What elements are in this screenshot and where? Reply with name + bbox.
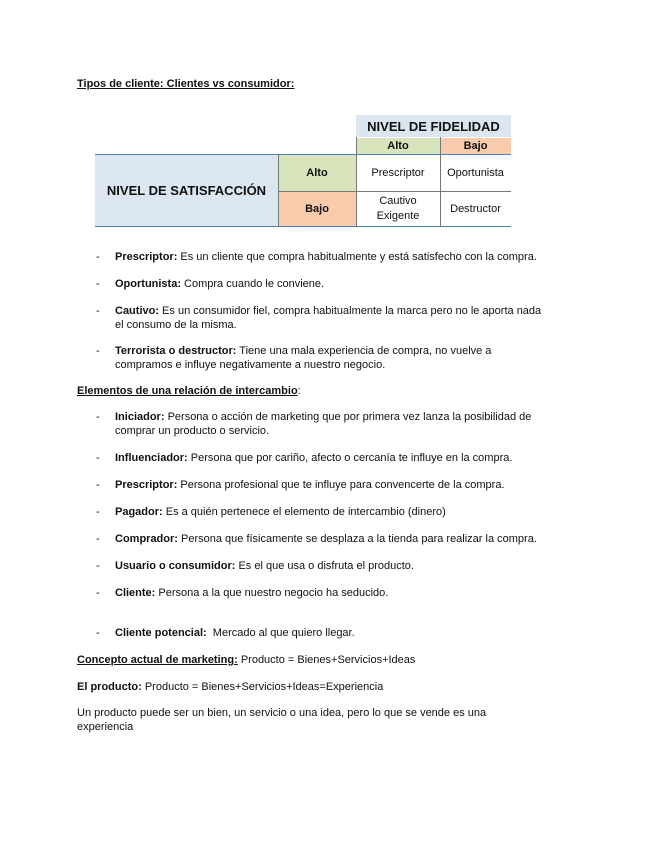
list-bullet: -: [96, 627, 100, 639]
list-bullet: -: [96, 411, 100, 423]
list-item: [115, 451, 585, 465]
matrix-rule: [440, 137, 441, 227]
list-item: [115, 344, 585, 372]
list-item: [115, 250, 585, 264]
term: Cliente potencial:: [115, 627, 207, 639]
list-item: [115, 410, 585, 438]
term: Cautivo:: [115, 305, 159, 317]
list-item: [115, 532, 585, 546]
definition-cont: compramos e influye negativamente a nuestro negocio.: [115, 359, 386, 371]
list-bullet: -: [96, 587, 100, 599]
definition: Compra cuando le conviene.: [181, 278, 325, 290]
matrix-rule: [278, 191, 511, 192]
list-item: [115, 559, 585, 573]
term: Terrorista o destructor:: [115, 345, 237, 357]
term: Iniciador:: [115, 411, 165, 423]
cell-destructor: Destructor: [450, 203, 501, 215]
fidelity-high-label: Alto: [356, 137, 440, 154]
closing-line-1: Un producto puede ser un bien, un servicio o una idea, pero lo que se vende es una: [77, 707, 487, 719]
list-bullet: -: [96, 533, 100, 545]
marketing-concept-label: Concepto actual de marketing:: [77, 654, 238, 666]
definition: Mercado al que quiero llegar.: [206, 627, 355, 639]
term: Prescriptor:: [115, 251, 178, 263]
definition: Es un cliente que compra habitualmente y está satisfecho con la compra.: [177, 251, 537, 263]
marketing-concept: [77, 653, 415, 667]
product-label: El producto:: [77, 681, 142, 693]
section-title: Tipos de cliente: Clientes vs consumidor:: [77, 78, 295, 90]
term: Pagador:: [115, 506, 163, 518]
term: Oportunista:: [115, 278, 181, 290]
term: Usuario o consumidor:: [115, 560, 236, 572]
definition-cont: el consumo de la misma.: [115, 319, 237, 331]
product-text: Producto = Bienes+Servicios+Ideas=Experiencia: [141, 681, 384, 693]
marketing-concept-text: Producto = Bienes+Servicios+Ideas: [237, 654, 416, 666]
matrix-rule: [356, 137, 357, 227]
product-definition: [77, 680, 383, 694]
list-item: [115, 304, 585, 332]
satisfaction-high-label: Alto: [278, 154, 356, 191]
closing-line-2: experiencia: [77, 721, 134, 733]
definition: Persona profesional que te influye para convencerte de la compra.: [177, 479, 505, 491]
satisfaction-low-label: Bajo: [278, 191, 356, 227]
definition: Persona o acción de marketing que por primera vez lanza la posibilidad de: [164, 411, 532, 423]
list-item: [115, 586, 585, 600]
list-bullet: -: [96, 278, 100, 290]
term: Influenciador:: [115, 452, 188, 464]
definition: Tiene una mala experiencia de compra, no vuelve a: [236, 345, 492, 357]
satisfaction-header: NIVEL DE SATISFACCIÓN: [95, 154, 278, 227]
exchange-heading-text: Elementos de una relación de intercambio: [77, 385, 298, 397]
list-item: [115, 505, 585, 519]
cell-cautivo-exigente: [356, 191, 440, 227]
definition: Persona que por cariño, afecto o cercanía te influye en la compra.: [187, 452, 513, 464]
fidelity-header: NIVEL DE FIDELIDAD: [356, 115, 511, 137]
definition-cont: comprar un producto o servicio.: [115, 425, 270, 437]
cell-cautivo-line1: Cautivo: [379, 195, 417, 207]
list-bullet: -: [96, 345, 100, 357]
definition: Es a quién pertenece el elemento de intercambio (dinero): [162, 506, 446, 518]
definition: Es el que usa o disfruta el producto.: [235, 560, 414, 572]
definition: Persona que físicamente se desplaza a la tienda para realizar la compra.: [177, 533, 537, 545]
list-bullet: -: [96, 560, 100, 572]
matrix-rule: [95, 226, 511, 227]
matrix-rule: [356, 137, 511, 138]
definition: Es un consumidor fiel, compra habitualmente la marca pero no le aporta nada: [159, 305, 542, 317]
cell-prescriptor: Prescriptor: [371, 166, 425, 179]
matrix-rule: [95, 154, 511, 155]
cell-oportunista: Oportunista: [447, 166, 504, 179]
term: Prescriptor:: [115, 479, 178, 491]
closing-paragraph: [77, 706, 557, 734]
list-bullet: -: [96, 506, 100, 518]
list-bullet: -: [96, 305, 100, 317]
list-bullet: -: [96, 251, 100, 263]
matrix-rule: [278, 154, 279, 227]
exchange-heading-colon: :: [297, 385, 301, 397]
definition: Persona a la que nuestro negocio ha seducido.: [155, 587, 389, 599]
list-item: [115, 626, 585, 640]
cell-cautivo-line2: Exigente: [376, 210, 420, 222]
term: Cliente:: [115, 587, 156, 599]
list-item: [115, 277, 585, 291]
list-bullet: -: [96, 479, 100, 491]
term: Comprador:: [115, 533, 178, 545]
list-bullet: -: [96, 452, 100, 464]
exchange-heading: [77, 384, 301, 398]
list-item: [115, 478, 585, 492]
fidelity-low-label: Bajo: [440, 137, 511, 154]
